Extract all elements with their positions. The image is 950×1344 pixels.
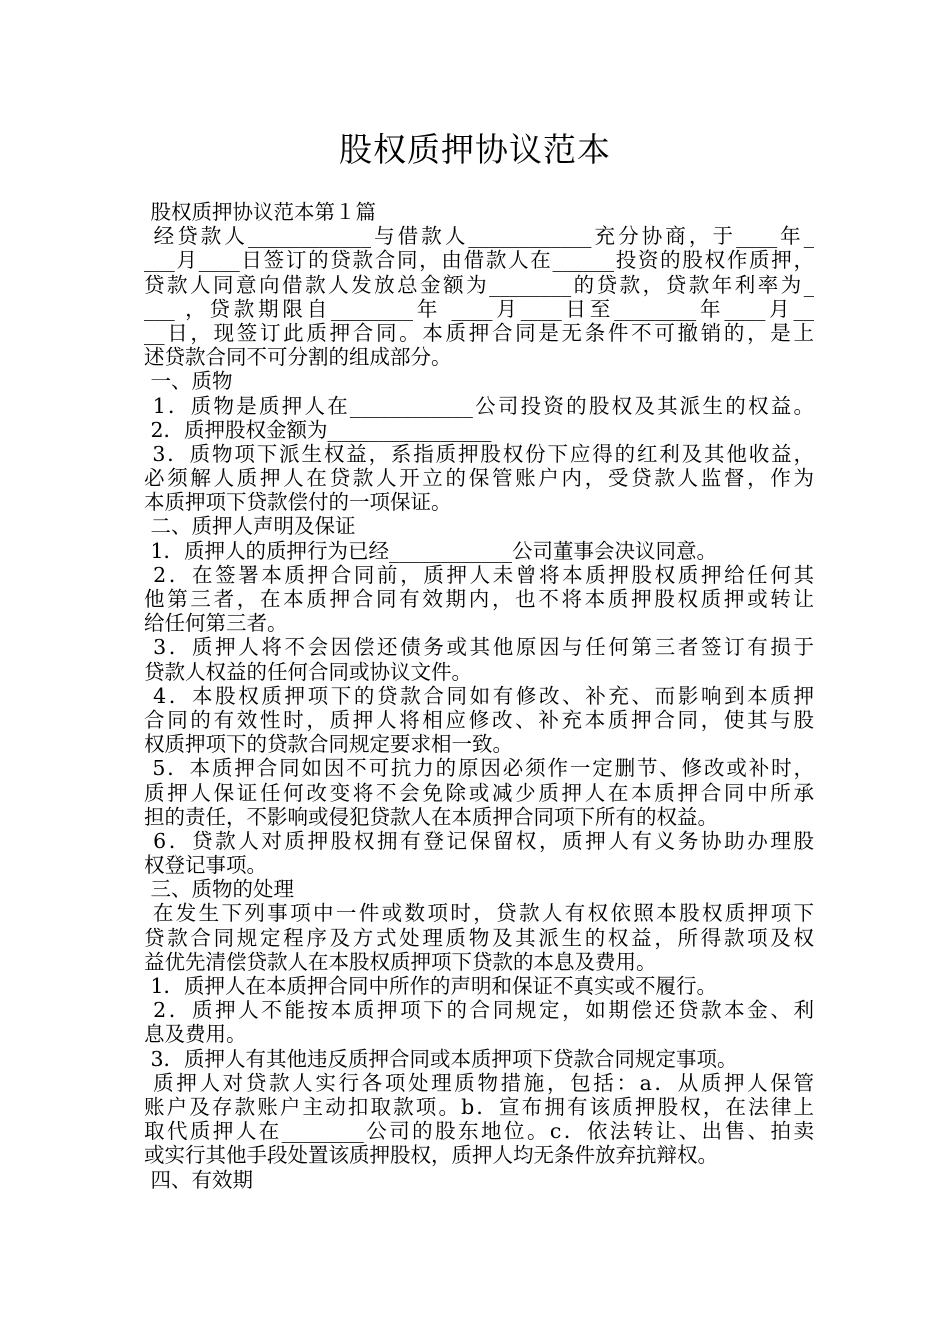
document-line: 1．质押人在本质押合同中所作的声明和保证不真实或不履行。 — [144, 974, 718, 998]
document-line: 质押人保证任何改变将不会免除或减少质押人在本质押合同中所承 — [144, 780, 814, 805]
document-line: 述贷款合同不可分割的组成部分。 — [144, 345, 452, 370]
document-line: 5．本质押合同如因不可抗力的原因必须作一定删节、修改或补时， — [144, 756, 814, 781]
document-line: 6．贷款人对质押股权拥有登记保留权，质押人有义务协助办理股 — [144, 828, 814, 853]
document-line: 给任何第三者。 — [144, 611, 288, 636]
document-line: 2．质押人不能按本质押项下的合同规定，如期偿还贷款本金、利 — [144, 998, 814, 1023]
document-line: 1．质物是质押人在____________公司投资的股权及其派生的权益。 — [144, 393, 814, 418]
document-line: 1．质押人的质押行为已经____________公司董事会决议同意。 — [144, 538, 718, 563]
document-line: 他第三者，在本质押合同有效期内，也不将本质押股权质押或转让 — [144, 587, 814, 611]
document-line: 益优先清偿贷款人在本股权质押项下贷款的本息及费用。 — [144, 949, 657, 974]
document-line: 贷款人权益的任何合同或协议文件。 — [144, 659, 472, 684]
document-line: ___ ，贷款期限自________年 ____月____日至________年____月__ — [144, 296, 814, 321]
document-line: 一、质物 — [144, 369, 233, 394]
document-line: 4．本股权质押项下的贷款合同如有修改、补充、而影响到本质押 — [144, 683, 814, 708]
document-line: 四、有效期 — [144, 1167, 254, 1192]
document-line: 经贷款人____________与借款人____________充分协商，于____年_ — [144, 224, 814, 249]
document-line: 质押人对贷款人实行各项处理质物措施，包括：a．从质押人保管 — [144, 1070, 814, 1095]
document-line: 权质押项下的贷款合同规定要求相一致。 — [144, 732, 513, 757]
document-line: ___月____日签订的贷款合同，由借款人在______投资的股权作质押， — [144, 248, 814, 273]
document-line: 3．质押人将不会因偿还债务或其他原因与任何第三者签订有损于 — [144, 635, 814, 660]
document-line: 本质押项下贷款偿付的一项保证。 — [144, 490, 452, 515]
document-line: __日，现签订此质押合同。本质押合同是无条件不可撤销的，是上 — [144, 320, 814, 345]
document-line: 贷款合同规定程序及方式处理质物及其派生的权益，所得款项及权 — [144, 925, 814, 950]
document-line: 必须解人质押人在贷款人开立的保管账户内，受贷款人监督，作为 — [144, 466, 814, 491]
document-line: 2．质押股权金额为________________ — [144, 417, 492, 442]
document-line: 担的责任，不影响或侵犯贷款人在本质押合同项下所有的权益。 — [144, 804, 718, 829]
document-line: 3．质物项下派生权益，系指质押股权份下应得的红利及其他收益， — [144, 441, 814, 466]
document-line: 二、质押人声明及保证 — [144, 514, 356, 539]
document-line: 在发生下列事项中一件或数项时，贷款人有权依照本股权质押项下 — [144, 901, 814, 926]
document-line: 息及费用。 — [144, 1022, 247, 1047]
document-line: 贷款人同意向借款人发放总金额为________的贷款，贷款年利率为_ — [144, 272, 814, 297]
document-line: 合同的有效性时，质押人将相应修改、补充本质押合同，使其与股 — [144, 707, 814, 732]
document-line: 权登记事项。 — [144, 853, 267, 878]
document-line: 股权质押协议范本第１篇 — [144, 200, 377, 224]
document-line: 或实行其他手段处置该质押股权，质押人均无条件放弃抗辩权。 — [144, 1143, 718, 1168]
document-line: 2．在签署本质押合同前，质押人未曾将本质押股权质押给任何其 — [144, 562, 814, 587]
document-line: 账户及存款账户主动扣取款项。b．宣布拥有该质押股权，在法律上 — [144, 1094, 814, 1119]
document-body — [144, 200, 814, 1192]
document-line: 取代质押人在________公司的股东地位。c．依法转让、出售、拍卖 — [144, 1119, 814, 1144]
document-title: 股权质押协议范本 — [339, 130, 611, 169]
document-line: 3．质押人有其他违反质押合同或本质押项下贷款合同规定事项。 — [144, 1046, 738, 1071]
document-line: 三、质物的处理 — [144, 877, 295, 902]
